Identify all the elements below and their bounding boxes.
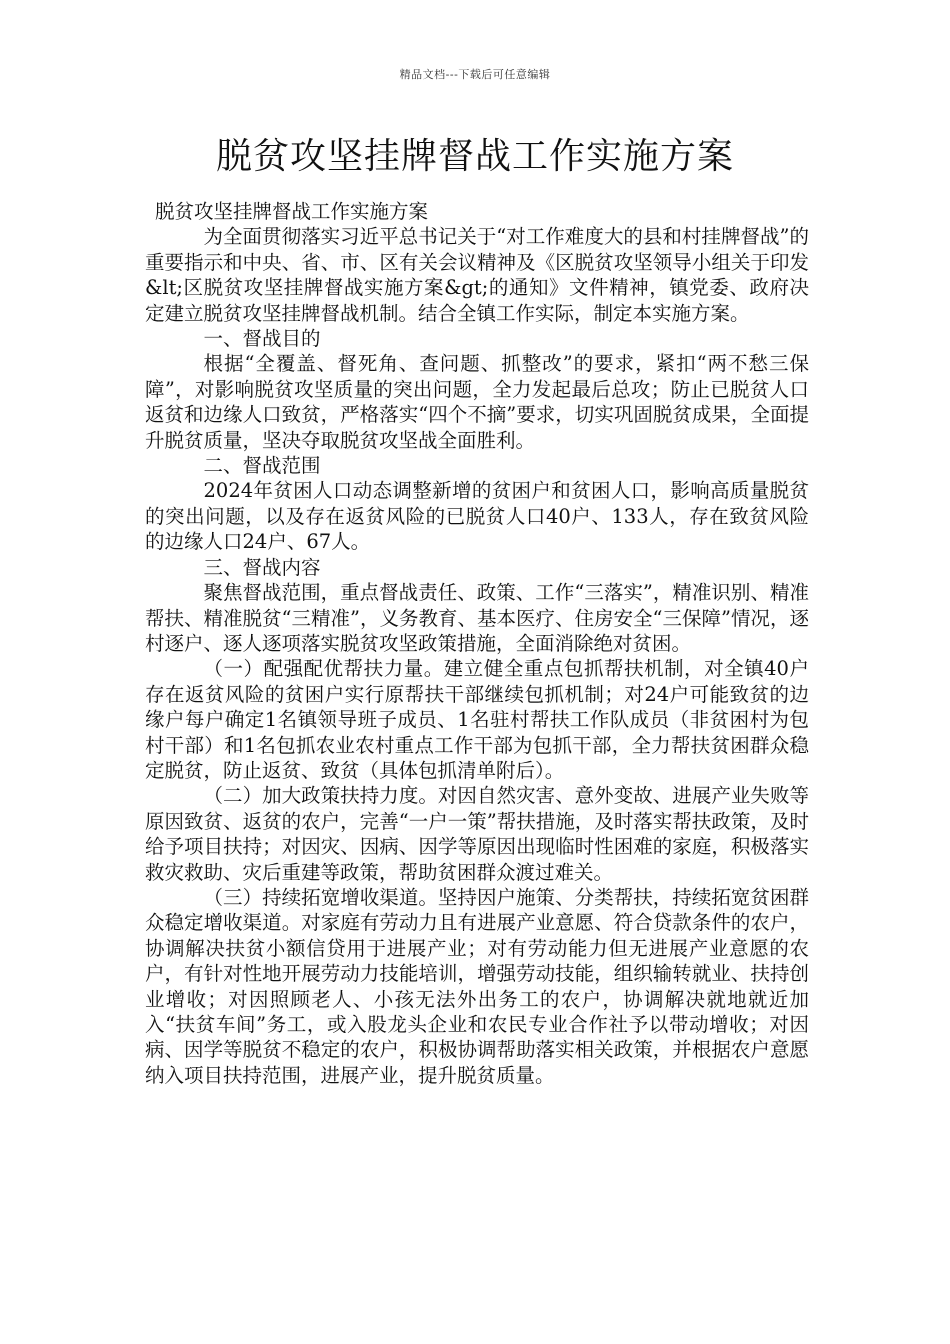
document-subtitle: 脱贫攻坚挂牌督战工作实施方案 — [155, 200, 429, 223]
scope-paragraph: 2024年贫困人口动态调整新增的贫困户和贫困人口，影响高质量脱贫的突出问题，以及存在返贫风险的已脱贫人口40户、133人，存在致贫风险的边缘人口24户、67人。 — [145, 479, 809, 554]
header-note: 精品文档---下载后可任意编辑 — [399, 68, 551, 81]
subsection-policy-support: （二）加大政策扶持力度。对因自然灾害、意外变故、进展产业失败等原因致贫、返贫的农户，完善“一户一策”帮扶措施，及时落实帮扶政策，及时给予项目扶持；对因灾、因病、因学等原因出现临时性困难的家庭，积极落实救灾救助、灾后重建等政策，帮助贫困群众渡过难关。 — [145, 784, 809, 884]
purpose-paragraph: 根据“全覆盖、督死角、查问题、抓整改”的要求，紧扣“两不愁三保障”，对影响脱贫攻坚质量的突出问题，全力发起最后总攻；防止已脱贫人口返贫和边缘人口致贫，严格落实“四个不摘”要求，切实巩固脱贫成果，全面提升脱贫质量，坚决夺取脱贫攻坚战全面胜利。 — [145, 352, 809, 452]
intro-paragraph: 为全面贯彻落实习近平总书记关于“对工作难度大的县和村挂牌督战”的重要指示和中央、省、市、区有关会议精神及《区脱贫攻坚领导小组关于印发&lt;区脱贫攻坚挂牌督战实施方案&gt;的通知》文件精神，镇党委、政府决定建立脱贫攻坚挂牌督战机制。结合全镇工作实际，制定本实施方案。 — [145, 225, 809, 325]
subsection-strengthen-support: （一）配强配优帮扶力量。建立健全重点包抓帮扶机制，对全镇40户存在返贫风险的贫困户实行原帮扶干部继续包抓机制；对24户可能致贫的边缘户每户确定1名镇领导班子成员、1名驻村帮扶工作队成员（非贫困村为包村干部）和1名包抓农业农村重点工作干部为包抓干部，全力帮扶贫困群众稳定脱贫，防止返贫、致贫（具体包抓清单附后）。 — [145, 657, 809, 782]
content-paragraph: 聚焦督战范围，重点督战责任、政策、工作“三落实”，精准识别、精准帮扶、精准脱贫“三精准”，义务教育、基本医疗、住房安全“三保障”情况，逐村逐户、逐人逐项落实脱贫攻坚政策措施，全面消除绝对贫困。 — [145, 581, 809, 655]
document-body — [145, 199, 809, 1088]
subsection-income-channels: （三）持续拓宽增收渠道。坚持因户施策、分类帮扶，持续拓宽贫困群众稳定增收渠道。对家庭有劳动力且有进展产业意愿、符合贷款条件的农户，协调解决扶贫小额信贷用于进展产业；对有劳动能力但无进展产业意愿的农户，有针对性地开展劳动力技能培训，增强劳动技能，组织输转就业、扶持创业增收；对因照顾老人、小孩无法外出务工的农户，协调解决就地就近加入“扶贫车间”务工，或入股龙头企业和农民专业合作社予以带动增收；对因病、因学等脱贫不稳定的农户，积极协调帮助落实相关政策，并根据农户意愿纳入项目扶持范围，进展产业，提升脱贫质量。 — [145, 885, 809, 1087]
section-heading-scope: 二、督战范围 — [203, 454, 321, 478]
section-heading-purpose: 一、督战目的 — [203, 327, 321, 351]
section-heading-content: 三、督战内容 — [203, 555, 321, 579]
document-title: 脱贫攻坚挂牌督战工作实施方案 — [215, 136, 734, 177]
